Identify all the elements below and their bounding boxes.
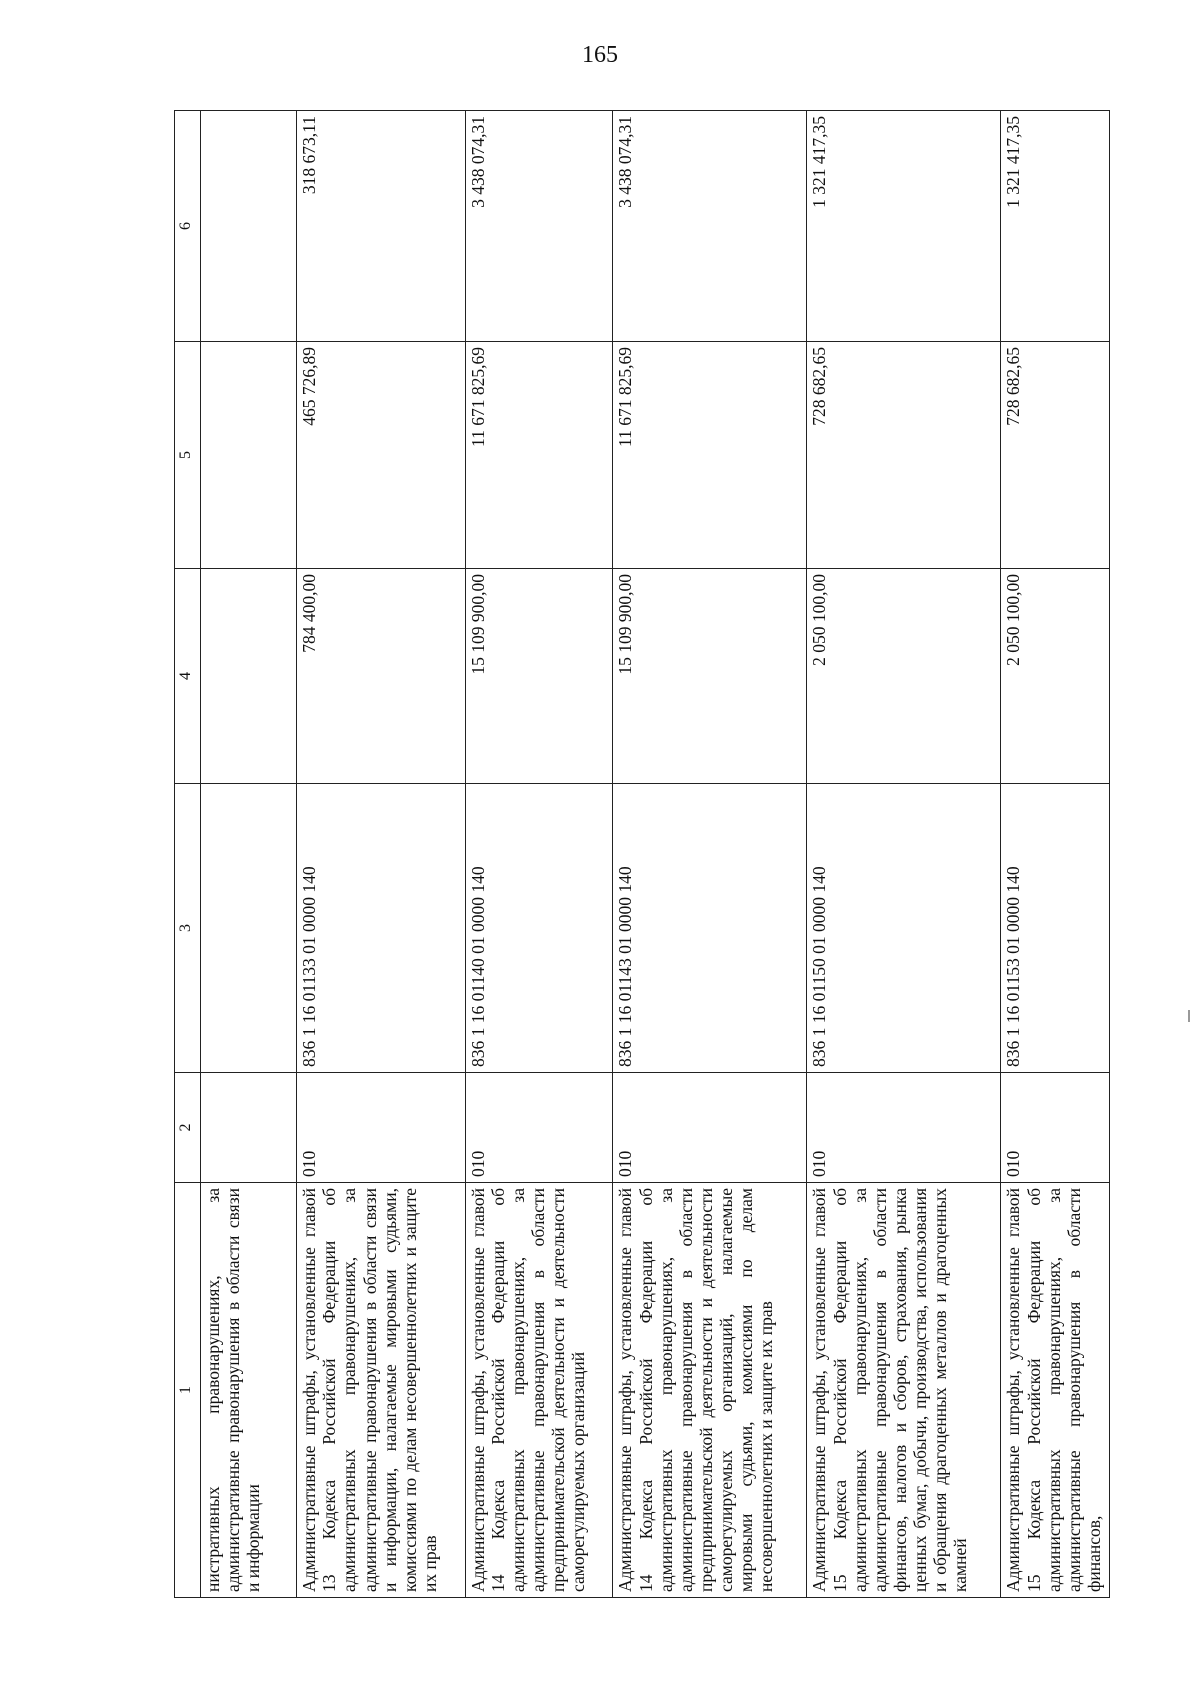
- row-value-6: 318 673,11: [297, 111, 465, 342]
- row-code-2: 010: [1001, 1073, 1110, 1183]
- row-value-4: 15 109 900,00: [465, 569, 613, 784]
- column-header: 3: [175, 784, 201, 1073]
- rotated-table-container: [174, 111, 1110, 1598]
- table-row: [807, 111, 1001, 1598]
- row-value-6: 3 438 074,31: [465, 111, 613, 342]
- column-header: 2: [175, 1073, 201, 1183]
- row-value-4: 2 050 100,00: [1001, 569, 1110, 784]
- row-code-2: 010: [297, 1073, 465, 1183]
- row-value-5: 11 671 825,69: [465, 342, 613, 569]
- table-row: [200, 111, 297, 1598]
- row-code-3: 836 1 16 01140 01 0000 140: [465, 784, 613, 1073]
- row-value-4: 2 050 100,00: [807, 569, 1001, 784]
- table-row: [465, 111, 613, 1598]
- row-value-6: [200, 111, 297, 342]
- row-description: Административные штрафы, установленные главой 14 Кодекса Российской Федерации об административных правонарушениях, за административные правонарушения в области предпринимательской деятельности и деятельности саморегулируемых организаций, налагаемые мировыми судьями, комиссиями по делам несовершеннолетних и защите их прав: [613, 1183, 807, 1598]
- table-row: [297, 111, 465, 1598]
- row-code-3: 836 1 16 01133 01 0000 140: [297, 784, 465, 1073]
- row-value-6: 1 321 417,35: [1001, 111, 1110, 342]
- row-value-5: [200, 342, 297, 569]
- row-code-3: 836 1 16 01153 01 0000 140: [1001, 784, 1110, 1073]
- row-value-5: 11 671 825,69: [613, 342, 807, 569]
- row-value-4: [200, 569, 297, 784]
- row-code-2: [200, 1073, 297, 1183]
- row-code-2: 010: [807, 1073, 1001, 1183]
- row-value-6: 1 321 417,35: [807, 111, 1001, 342]
- table-row: [613, 111, 807, 1598]
- budget-table: [174, 110, 1110, 1598]
- row-code-2: 010: [465, 1073, 613, 1183]
- row-value-6: 3 438 074,31: [613, 111, 807, 342]
- row-code-3: [200, 784, 297, 1073]
- row-description: Административные штрафы, установленные главой 15 Кодекса Российской Федерации об административных правонарушениях, за административные правонарушения в области финансов,: [1001, 1183, 1110, 1598]
- row-description: Административные штрафы, установленные главой 15 Кодекса Российской Федерации об административных правонарушениях, за административные правонарушения в области финансов, налогов и сборов, страхования, рынка ценных бумаг, добычи, производства, использования и обращения драгоценных металлов и драгоценных камней: [807, 1183, 1001, 1598]
- scan-artifact: [1188, 1010, 1190, 1022]
- column-header: 1: [175, 1183, 201, 1598]
- row-code-2: 010: [613, 1073, 807, 1183]
- row-value-4: 784 400,00: [297, 569, 465, 784]
- column-header: 6: [175, 111, 201, 342]
- row-value-5: 728 682,65: [807, 342, 1001, 569]
- column-header: 5: [175, 342, 201, 569]
- header-row: [175, 111, 201, 1598]
- row-code-3: 836 1 16 01150 01 0000 140: [807, 784, 1001, 1073]
- row-description: Административные штрафы, установленные главой 13 Кодекса Российской Федерации об административных правонарушениях, за административные правонарушения в области связи и информации, налагаемые мировыми судьями, комиссиями по делам несовершеннолетних и защите их прав: [297, 1183, 465, 1598]
- row-value-5: 465 726,89: [297, 342, 465, 569]
- row-code-3: 836 1 16 01143 01 0000 140: [613, 784, 807, 1073]
- column-header: 4: [175, 569, 201, 784]
- row-value-4: 15 109 900,00: [613, 569, 807, 784]
- row-description: Административные штрафы, установленные главой 14 Кодекса Российской Федерации об административных правонарушениях, за административные правонарушения в области предпринимательской деятельности и деятельности саморегулируемых организаций: [465, 1183, 613, 1598]
- page-number: 165: [582, 42, 618, 68]
- row-value-5: 728 682,65: [1001, 342, 1110, 569]
- table-row: [1001, 111, 1110, 1598]
- row-description: нистративных правонарушениях, за административные правонарушения в области связи и информации: [200, 1183, 297, 1598]
